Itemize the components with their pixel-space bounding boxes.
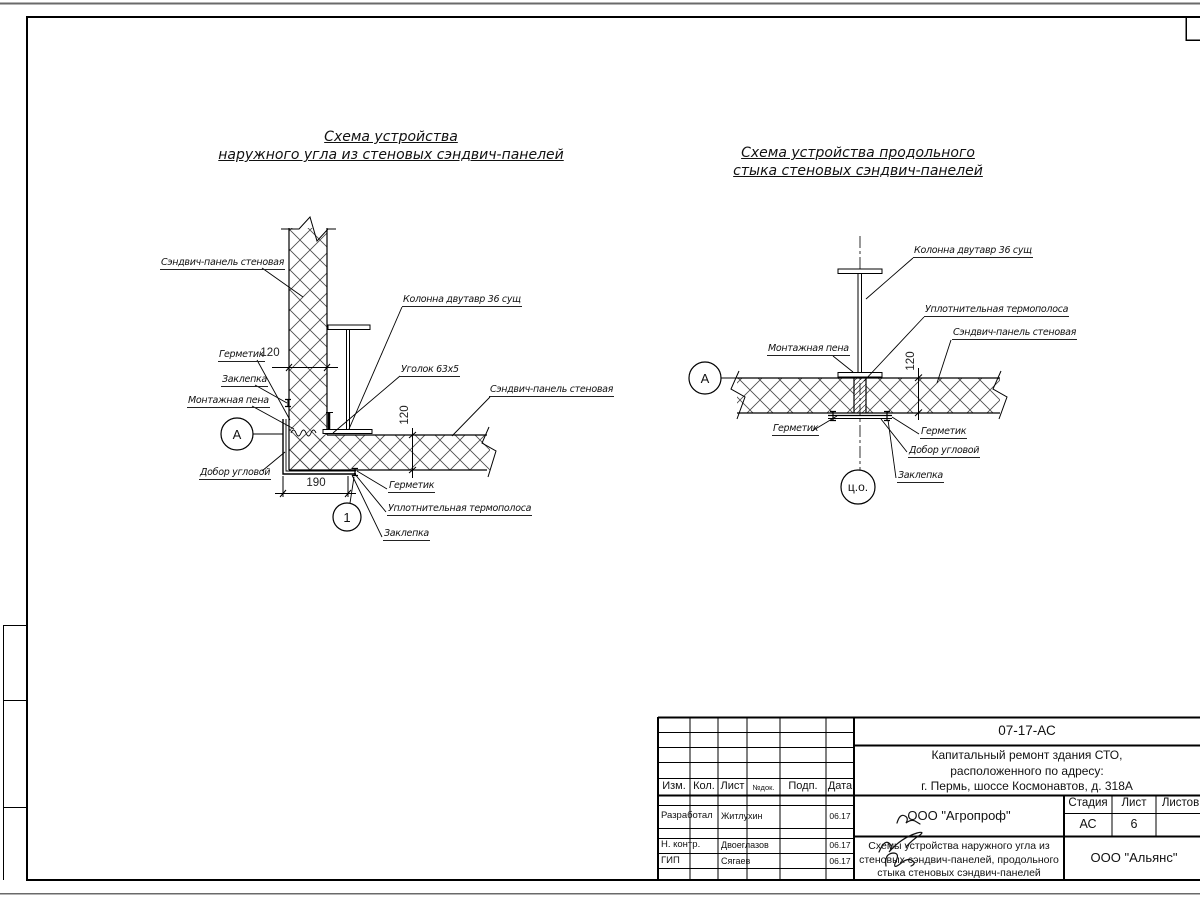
dim-panel-width-left: 120 (260, 347, 280, 359)
label-sealant-lower: Герметик (389, 480, 435, 491)
tb-name-dvoeglazov: Двоеглазов (721, 840, 769, 850)
tb-org-customer: ООО "Альянс" (1090, 850, 1178, 865)
tb-role-razrabotal: Разработал (661, 810, 713, 821)
label-rivet-upper: Заклепка (222, 374, 267, 385)
tb-col-podp: Подп. (788, 780, 818, 792)
tb-date-3: 06.17 (829, 856, 851, 866)
tb-stage-value: АС (1079, 817, 1097, 831)
tb-sheets-label: Листов (1161, 797, 1200, 809)
tb-name-zhitlukhin: Житлухин (721, 811, 763, 821)
tb-project-line3: г. Пермь, шоссе Космонавтов, д. 318А (921, 779, 1133, 793)
tb-role-gip: ГИП (661, 855, 680, 866)
label-rivet-right: Заклепка (898, 470, 943, 481)
tb-stage-label: Стадия (1068, 797, 1108, 809)
top-right-format-box (1186, 18, 1200, 40)
label-angle: Уголок 63х5 (401, 364, 459, 375)
tb-col-list: Лист (720, 780, 745, 792)
dim-panel-thickness-right: 120 (905, 351, 917, 371)
node-marker-left: А (232, 427, 242, 442)
label-thermo-strip-left: Уплотнительная термополоса (388, 503, 532, 514)
label-sandwich-panel-top: Сэндвич-панель стеновая (161, 257, 285, 268)
tb-col-data: Дата (827, 780, 853, 792)
node-marker-right: А (700, 371, 710, 386)
right-diagram-title (693, 144, 1023, 180)
tb-doc-number: 07-17-АС (998, 723, 1056, 738)
label-corner-trim-left: Добор угловой (200, 467, 271, 478)
label-thermo-strip-right: Уплотнительная термополоса (925, 304, 1069, 315)
tb-col-kol: Кол. (693, 780, 715, 792)
label-sandwich-panel-right: Сэндвич-панель стеновая (490, 384, 614, 395)
tb-date-1: 06.17 (829, 811, 851, 821)
tb-drawing-title-line3: стыка стеновых сэндвич-панелей (877, 867, 1041, 879)
label-foam-left: Монтажная пена (188, 395, 269, 406)
dim-trim-width: 190 (306, 477, 326, 489)
label-column-left: Колонна двутавр 36 сущ (403, 294, 521, 305)
right-diagram-title-line1: Схема устройства продольного (741, 145, 975, 161)
label-sealant-right: Герметик (921, 426, 967, 437)
label-sandwich-panel: Сэндвич-панель стеновая (953, 327, 1077, 338)
tb-project-line2: расположенного по адресу: (950, 763, 1104, 778)
detail-marker: 1 (343, 510, 351, 525)
tb-col-izm: Изм. (662, 780, 686, 792)
tb-drawing-title-line1: Схемы устройства наружного угла из (868, 840, 1050, 852)
tb-sheet-label: Лист (1121, 797, 1147, 809)
label-foam-right: Монтажная пена (768, 343, 849, 354)
axis-marker: ц.о. (847, 480, 869, 494)
right-diagram-linework (689, 236, 1007, 504)
label-sealant-upper: Герметик (219, 349, 265, 360)
dim-panel-thickness-left: 120 (399, 405, 411, 425)
tb-org-design: ООО "Агропроф" (907, 808, 1011, 823)
tb-role-nkontr: Н. контр. (661, 839, 701, 850)
label-corner-trim-right: Добор угловой (909, 445, 980, 456)
label-rivet-lower: Заклепка (384, 528, 429, 539)
ibeam-column-right (838, 269, 882, 377)
right-diagram-title-line2: стыка стеновых сэндвич-панелей (733, 163, 983, 179)
label-column-right: Колонна двутавр 36 сущ (914, 245, 1032, 256)
tb-sheet-value: 6 (1130, 817, 1138, 831)
tb-project-line1: Капитальный ремонт здания СТО, (931, 748, 1123, 762)
left-margin-table (3, 625, 27, 880)
label-sealant-left: Герметик (773, 423, 819, 434)
tb-date-2: 06.17 (829, 840, 851, 850)
tb-drawing-title (854, 840, 1064, 881)
left-diagram-title (196, 128, 586, 164)
ibeam-column-left (323, 325, 372, 434)
left-diagram-title-line2: наружного угла из стеновых сэндвич-панелей (218, 147, 564, 163)
tb-drawing-title-line2: стеновых сэндвич-панелей, продольного (859, 853, 1059, 866)
tb-col-ndok: №док. (752, 783, 775, 792)
tb-project (854, 748, 1200, 795)
left-diagram-title-line1: Схема устройства (324, 129, 458, 145)
tb-name-syagaev: Сягаев (721, 856, 751, 866)
